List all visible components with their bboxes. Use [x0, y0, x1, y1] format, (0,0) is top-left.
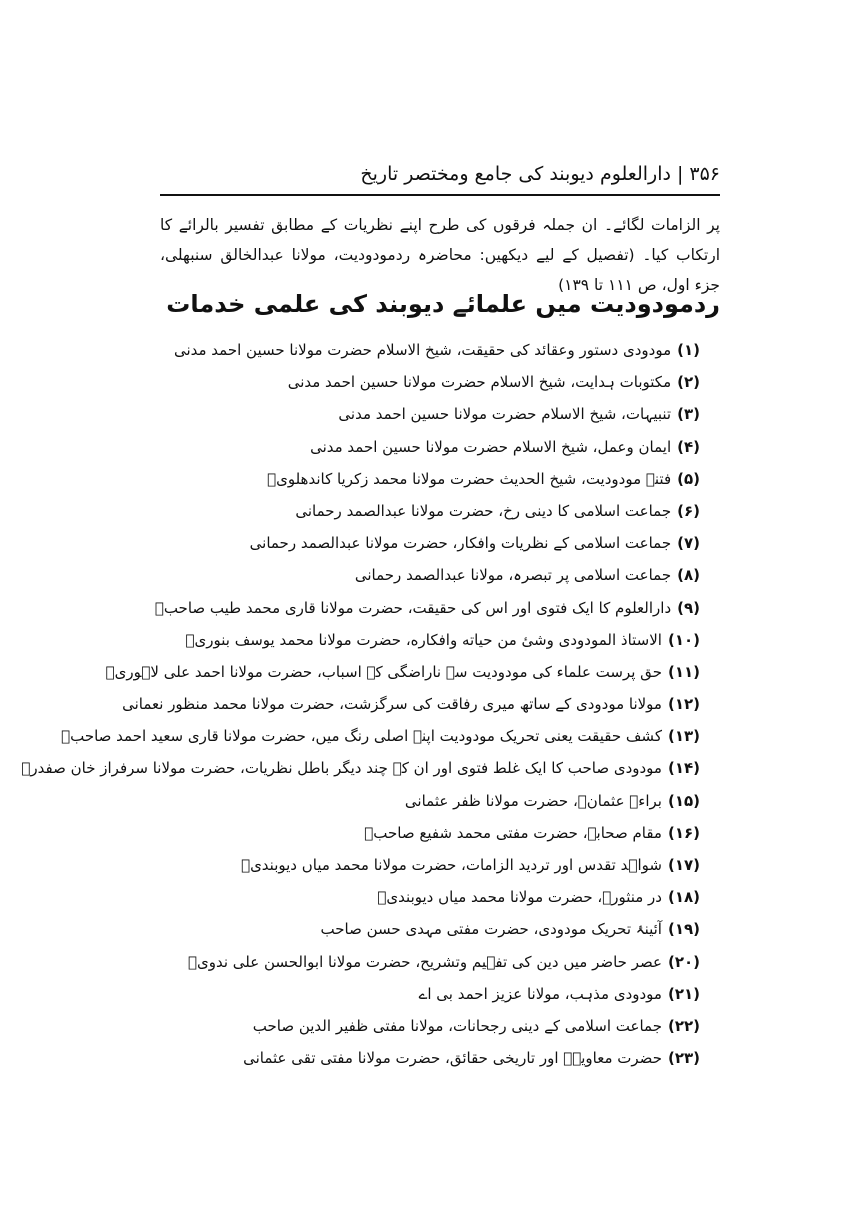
- book-item-title: مودودی مذہب، مولانا عزیز احمد بی اے: [418, 984, 662, 1003]
- book-item-number: (۲۲): [667, 1016, 700, 1035]
- book-item-number: (۱۱): [667, 662, 700, 681]
- book-item-number: (۸): [677, 566, 700, 585]
- book-list-item: [150, 913, 700, 945]
- book-list-item: [150, 1042, 700, 1074]
- running-header: [160, 160, 720, 188]
- book-list-item: [150, 431, 700, 463]
- book-item-number: (۴): [677, 437, 700, 456]
- book-item-title: براءۃ عثمانؓ، حضرت مولانا ظفر عثمانی: [404, 791, 662, 810]
- book-item-number: (۷): [677, 534, 700, 553]
- book-item-number: (۳): [677, 405, 700, 424]
- book-item-number: (۲۰): [667, 952, 700, 971]
- book-item-number: (۲): [677, 373, 700, 392]
- book-list-item: [105, 656, 700, 688]
- book-list: [21, 334, 700, 1074]
- book-list-item: [150, 398, 700, 430]
- book-list-item: [150, 946, 700, 978]
- book-list-item: [150, 592, 700, 624]
- book-list-item: [150, 978, 700, 1010]
- book-item-number: (۱۲): [667, 695, 700, 714]
- intro-paragraph: پر الزامات لگائے۔ ان جملہ فرقوں کی طرح اپنے نظریات کے مطابق تفسیر بالرائے کا ارتکاب کیا۔ (تفصیل کے لیے دیکھیں: محاضرہ ردمودودیت، مولانا عبدالخالق سنبھلی، جزء اول، ص ۱۱۱ تا ۱۳۹): [160, 216, 720, 294]
- book-list-item: [21, 752, 700, 784]
- book-item-title: عصر حاضر میں دین کی تفہیم وتشریح، حضرت مولانا ابوالحسن علی ندویؒ: [187, 952, 662, 971]
- book-list-item: [150, 527, 700, 559]
- book-item-number: (۱۷): [667, 856, 700, 874]
- book-item-title: دارالعلوم کا ایک فتوی اور اس کی حقیقت، حضرت مولانا قاری محمد طیب صاحبؒ: [154, 598, 672, 617]
- book-item-number: (۱۳): [667, 727, 700, 746]
- book-item-title: مودودی دستور وعقائد کی حقیقت، شیخ الاسلام حضرت مولانا حسین احمد مدنی: [173, 341, 672, 359]
- header-separator: |: [676, 163, 684, 185]
- book-list-item: [61, 720, 700, 752]
- book-list-item: [150, 849, 700, 881]
- book-item-number: (۱): [677, 341, 700, 359]
- book-item-number: (۵): [677, 469, 700, 488]
- book-item-title: کشف حقیقت یعنی تحریک مودودیت اپنے اصلی رنگ میں، حضرت مولانا قاری سعید احمد صاحبؒ: [61, 727, 662, 746]
- header-rule: [160, 194, 720, 196]
- book-title: دارالعلوم دیوبند کی جامع ومختصر تاریخ: [360, 163, 671, 185]
- book-item-number: (۱۵): [667, 791, 700, 810]
- book-item-title: جماعت اسلامی کے نظریات وافکار، حضرت مولانا عبدالصمد رحمانی: [249, 534, 672, 553]
- book-item-number: (۱۸): [667, 888, 700, 907]
- book-item-number: (۱۰): [667, 630, 700, 649]
- book-list-item: [150, 366, 700, 398]
- book-item-number: (۶): [677, 501, 700, 520]
- book-item-title: حق پرست علماء کی مودودیت سے ناراضگی کے اسباب، حضرت مولانا احمد علی لاہوریؒ: [105, 662, 662, 681]
- book-item-title: تنبیہات، شیخ الاسلام حضرت مولانا حسین احمد مدنی: [338, 405, 672, 424]
- book-list-item: [150, 559, 700, 591]
- book-item-title: مودودی صاحب کا ایک غلط فتوی اور ان کے چند دیگر باطل نظریات، حضرت مولانا سرفراز خان صفدرؒ: [21, 759, 662, 778]
- book-item-title: در منثورہ، حضرت مولانا محمد میاں دیوبندیؒ: [377, 888, 662, 907]
- book-list-item: [150, 1010, 700, 1042]
- book-item-title: مقام صحابہ، حضرت مفتی محمد شفیع صاحبؒ: [364, 823, 662, 842]
- book-item-title: جماعت اسلامی کے دینی رجحانات، مولانا مفتی ظفیر الدین صاحب: [252, 1016, 662, 1035]
- page-number: ۳۵۶: [689, 163, 720, 185]
- book-item-title: مولانا مودودی کے ساتھ میری رفاقت کی سرگزشت، حضرت مولانا محمد منظور نعمانی: [122, 695, 662, 714]
- book-item-number: (۹): [677, 598, 700, 617]
- book-list-item: [150, 495, 700, 527]
- book-item-title: جماعت اسلامی کا دینی رخ، حضرت مولانا عبدالصمد رحمانی: [295, 501, 672, 520]
- book-item-title: شواہد تقدس اور تردید الزامات، حضرت مولانا محمد میاں دیوبندیؒ: [241, 856, 662, 874]
- book-list-item: [150, 463, 700, 495]
- book-item-title: فتنۂ مودودیت، شیخ الحدیث حضرت مولانا محمد زکریا کاندھلویؒ: [267, 469, 672, 488]
- book-list-item: [122, 688, 700, 720]
- section-heading: ردمودودیت میں علمائے دیوبند کی علمی خدمات: [166, 290, 720, 318]
- book-item-title: آئینۂ تحریک مودودی، حضرت مفتی مہدی حسن صاحب: [320, 920, 662, 939]
- book-list-item: [150, 785, 700, 817]
- book-list-item: [150, 881, 700, 913]
- book-list-item: [150, 624, 700, 656]
- book-item-number: (۲۱): [667, 984, 700, 1003]
- book-item-number: (۱۴): [667, 759, 700, 778]
- book-item-number: (۲۳): [667, 1049, 700, 1068]
- book-item-number: (۱۶): [667, 823, 700, 842]
- book-item-number: (۱۹): [667, 920, 700, 939]
- book-item-title: جماعت اسلامی پر تبصرہ، مولانا عبدالصمد رحمانی: [354, 566, 672, 585]
- book-item-title: مکتوبات ہدایت، شیخ الاسلام حضرت مولانا حسین احمد مدنی: [287, 373, 672, 392]
- book-item-title: ایمان وعمل، شیخ الاسلام حضرت مولانا حسین احمد مدنی: [310, 437, 672, 456]
- book-item-title: حضرت معاویہؓ اور تاریخی حقائق، حضرت مولانا مفتی تقی عثمانی: [243, 1049, 662, 1068]
- book-item-title: الاستاذ المودودی وشیٔ من حیاته وافکاره، حضرت مولانا محمد یوسف بنوریؒ: [185, 630, 662, 649]
- book-list-item: [150, 334, 700, 366]
- book-list-item: [150, 817, 700, 849]
